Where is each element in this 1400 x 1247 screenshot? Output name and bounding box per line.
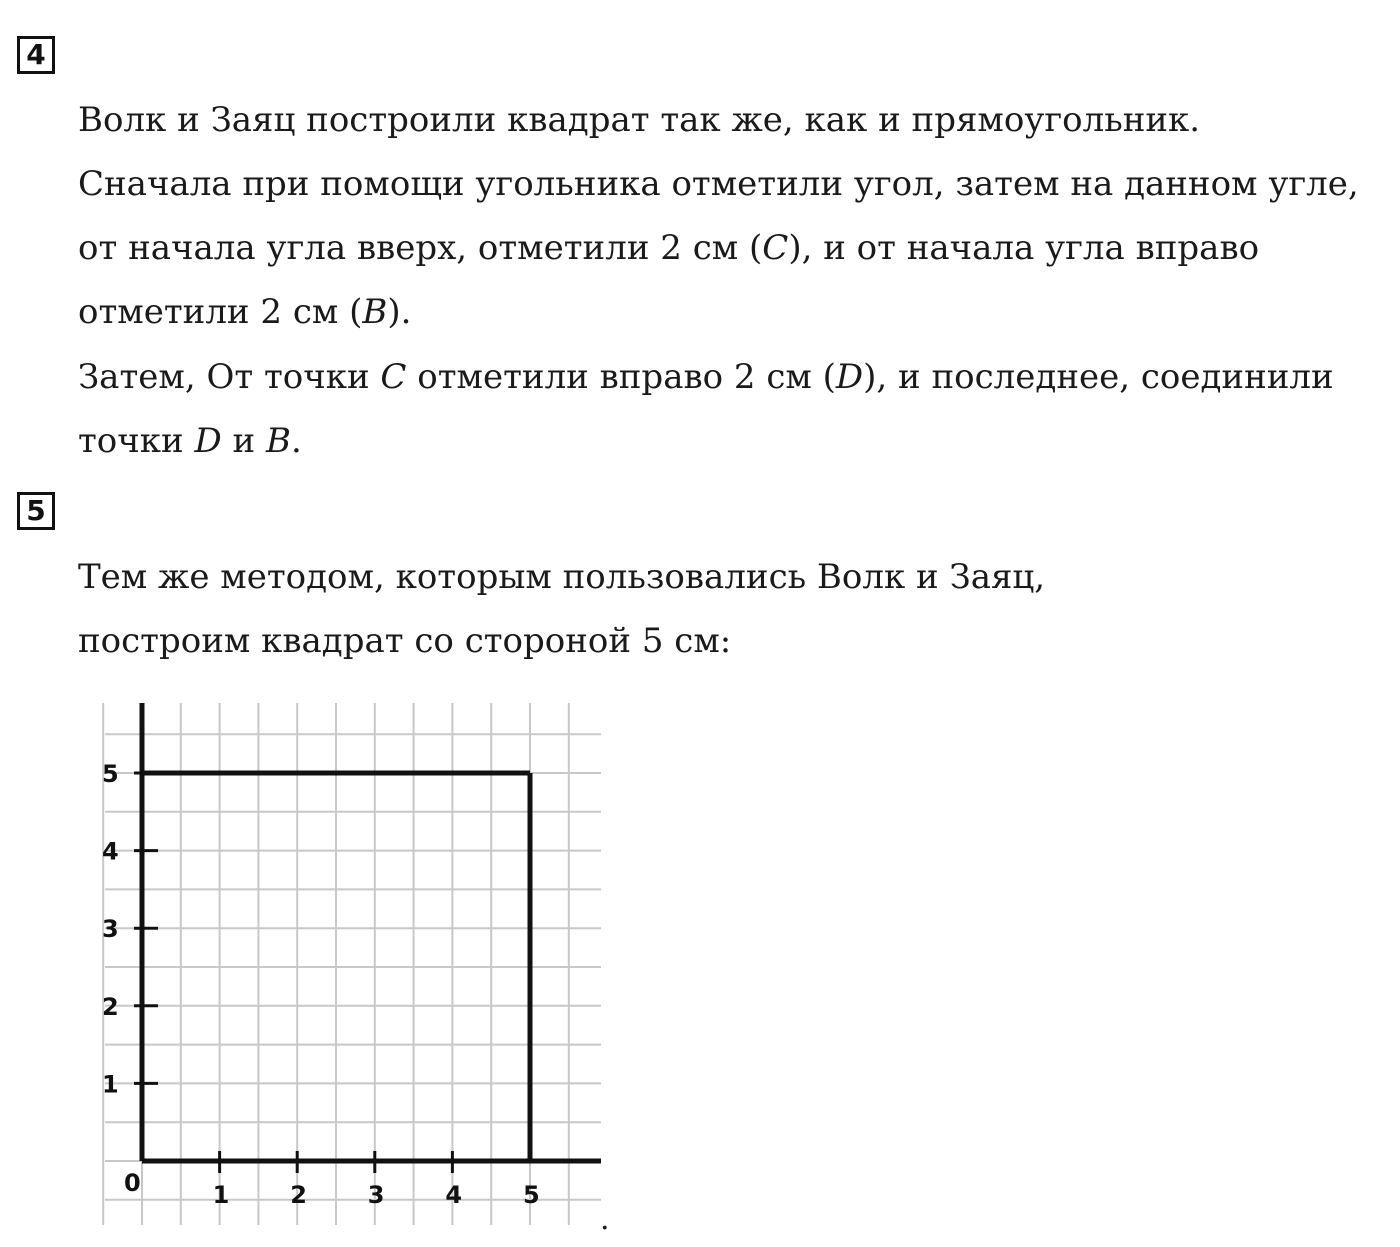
variable-b: B	[362, 292, 388, 332]
y-tick-label-4: 4	[102, 837, 119, 866]
origin-label: 0	[124, 1169, 141, 1197]
task-4-line-6	[78, 421, 302, 461]
text-span: .	[291, 421, 302, 461]
variable-d: D	[835, 357, 864, 397]
variable-b: B	[266, 421, 292, 461]
axis-labels	[102, 760, 540, 1209]
task-4-line-4	[78, 292, 411, 332]
text-span: ), и последнее, соединили	[863, 357, 1334, 397]
text-span: отметили 2 см (	[78, 292, 363, 332]
y-tick-label-1: 1	[102, 1070, 119, 1099]
text-span: Затем, От точки	[78, 357, 381, 397]
square-shape	[142, 703, 601, 1161]
text-span: отметили вправо 2 см (	[406, 357, 836, 397]
square-grid-figure	[75, 695, 615, 1235]
text-span: ).	[387, 292, 412, 332]
variable-c: C	[380, 357, 407, 397]
task-4-line-5	[78, 357, 1334, 397]
variable-c: C	[762, 228, 789, 268]
x-tick-label-4: 4	[445, 1181, 463, 1209]
task-4-line-1: Волк и Заяц построили квадрат так же, как и прямоугольник.	[78, 100, 1201, 140]
text-span: и	[221, 421, 267, 461]
task-5-line-1: Тем же методом, которым пользовались Волк и Заяц,	[78, 557, 1046, 597]
x-tick-label-1: 1	[212, 1181, 230, 1209]
y-tick-label-2: 2	[102, 992, 119, 1021]
grid-lines	[103, 703, 601, 1225]
x-tick-label-3: 3	[367, 1181, 385, 1209]
y-tick-label-3: 3	[102, 915, 119, 944]
task-5-number: 5	[17, 492, 55, 530]
y-tick-label-5: 5	[102, 760, 119, 788]
task-4-line-2: Сначала при помощи угольника отметили угол, затем на данном угле,	[78, 164, 1359, 204]
trailing-dot: .	[600, 1202, 610, 1237]
text-span: ), и от начала угла вправо	[788, 228, 1260, 268]
x-tick-label-5: 5	[523, 1181, 540, 1209]
task-5-line-2: построим квадрат со стороной 5 см:	[78, 621, 732, 661]
task-4-number: 4	[17, 36, 55, 74]
text-span: точки	[78, 421, 195, 461]
text-span: от начала угла вверх, отметили 2 см (	[78, 228, 763, 268]
variable-d: D	[194, 421, 222, 461]
x-tick-label-2: 2	[290, 1181, 307, 1209]
task-4-line-3	[78, 228, 1259, 268]
